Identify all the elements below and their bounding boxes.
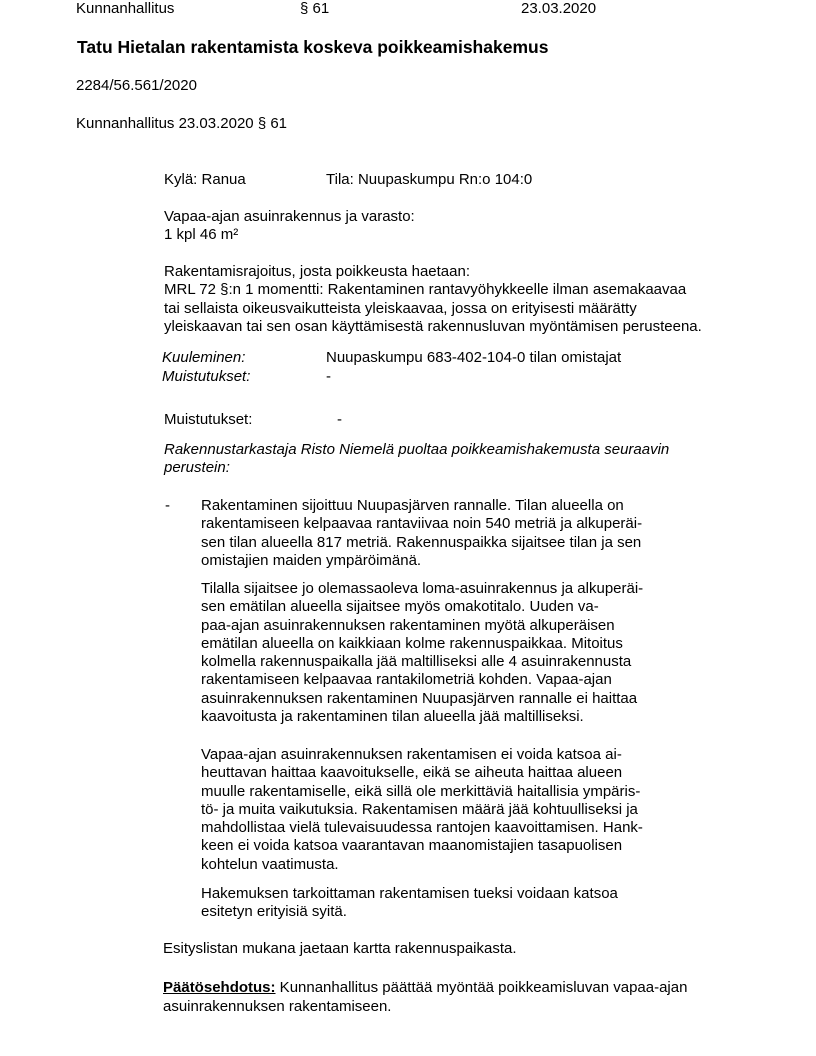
text-line: Rakentamisrajoitus, josta poikkeusta haetaan: [164, 263, 471, 280]
header-organ: Kunnanhallitus [76, 0, 175, 17]
text-line: perustein: [164, 459, 230, 477]
text-line: esitetyn erityisiä syitä. [201, 903, 347, 921]
text-line: paa-ajan asuinrakennuksen rakentaminen myötä alkuperäisen [201, 616, 615, 634]
text-line: mahdollistaa vielä tulevaisuudessa rantojen kaavoittamisen. Hank- [201, 819, 643, 837]
proposal-line-1 [163, 979, 687, 997]
estate: Tila: Nuupaskumpu Rn:o 104:0 [326, 171, 533, 188]
village: Kylä: Ranua [164, 171, 246, 188]
meeting-reference: Kunnanhallitus 23.03.2020 § 61 [76, 115, 288, 132]
text-line: heuttavan haittaa kaavoitukselle, eikä se aiheuta haittaa alueen [201, 764, 623, 782]
remarks2-label: Muistutukset: [164, 411, 253, 428]
text-line: sen emätilan alueella sijaitsee myös omakotitalo. Uuden va- [201, 598, 599, 616]
proposal-line-2: asuinrakennuksen rakentamiseen. [163, 998, 392, 1015]
text-line: rakentamiseen kelpaavaa rantaviivaa noin 540 metriä ja alkuperäi- [201, 515, 643, 533]
document-title: Tatu Hietalan rakentamista koskeva poikkeamishakemus [77, 37, 549, 57]
text-line: Vapaa-ajan asuinrakennuksen rakentamisen ei voida katsoa ai- [201, 746, 622, 763]
remarks-label: Muistutukset: [162, 368, 251, 385]
header-section: § 61 [300, 0, 330, 17]
text-line: tai sellaista oikeusvaikutteista yleiskaavaa, jossa on erityisesti määrätty [164, 299, 637, 317]
hearing-value: Nuupaskumpu 683-402-104-0 tilan omistajat [326, 349, 622, 366]
diary-number: 2284/56.561/2020 [76, 77, 197, 94]
building-label: Vapaa-ajan asuinrakennus ja varasto: [164, 208, 415, 225]
reason-paragraph-3 [201, 746, 643, 874]
building-value: 1 kpl 46 m² [164, 226, 239, 243]
text-line: muulle rakentamiselle, eikä sillä ole merkittäviä haitallisia ympäris- [201, 782, 641, 800]
header-date: 23.03.2020 [521, 0, 597, 17]
attachment-note: Esityslistan mukana jaetaan kartta rakennuspaikasta. [163, 940, 517, 957]
list-bullet: - [165, 497, 170, 514]
text-line: kolmella rakennuspaikalla jää maltilliseksi alle 4 asuinrakennusta [201, 653, 632, 671]
text-line: Tilalla sijaitsee jo olemassaoleva loma-asuinrakennus ja alkuperäi- [201, 580, 644, 597]
text-line: keen ei voida katsoa vaarantavan maanomistajien tasapuolisen [201, 837, 623, 855]
text-line: emätilan alueella on kaikkiaan kolme rakennuspaikkaa. Mitoitus [201, 634, 623, 652]
text-line: Rakennustarkastaja Risto Niemelä puoltaa poikkeamishakemusta seuraavin [164, 441, 670, 458]
proposal-label: Päätösehdotus: [163, 979, 276, 996]
proposal-text: Kunnanhallitus päättää myöntää poikkeamisluvan vapaa-ajan [275, 979, 688, 996]
inspector-statement [164, 441, 669, 478]
text-line: tö- ja muita vaikutuksia. Rakentamisen määrä jää kohtuulliseksi ja [201, 800, 638, 818]
hearing-label: Kuuleminen: [162, 349, 246, 366]
text-line: MRL 72 §:n 1 momentti: Rakentaminen rantavyöhykkeelle ilman asemakaavaa [164, 281, 687, 299]
text-line: asuinrakennuksen rakentaminen Nuupasjärven rannalle ei haittaa [201, 689, 638, 707]
text-line: yleiskaavan tai sen osan käyttämisestä rakennusluvan myöntämisen perusteena. [164, 317, 702, 335]
reason-paragraph-2 [201, 580, 643, 726]
text-line: Hakemuksen tarkoittaman rakentamisen tueksi voidaan katsoa [201, 885, 618, 902]
reason-paragraph-1 [201, 497, 642, 570]
text-line: kaavoitusta ja rakentaminen tilan alueella jää maltilliseksi. [201, 708, 584, 726]
text-line: rakentamiseen kelpaavaa rantakilometriä kohden. Vapaa-ajan [201, 671, 612, 689]
reason-paragraph-4 [201, 885, 618, 922]
remarks-value: - [326, 368, 331, 385]
remarks2-value: - [337, 411, 342, 428]
text-line: omistajien maiden ympäröimänä. [201, 551, 422, 569]
text-line: kohtelun vaatimusta. [201, 855, 339, 873]
text-line: sen tilan alueella 817 metriä. Rakennuspaikka sijaitsee tilan ja sen [201, 533, 642, 551]
text-line: Rakentaminen sijoittuu Nuupasjärven rannalle. Tilan alueella on [201, 497, 624, 514]
restriction-paragraph [164, 263, 702, 336]
